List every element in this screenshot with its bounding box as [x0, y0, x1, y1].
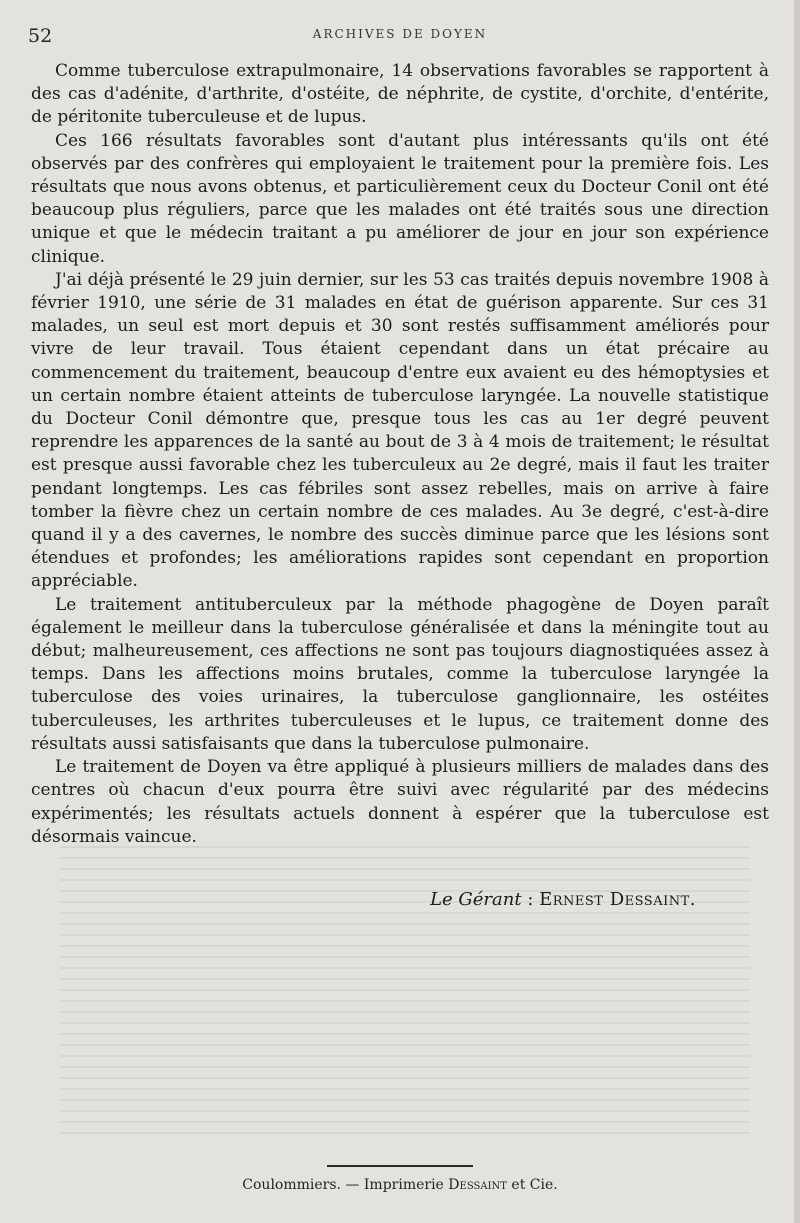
paragraph-results: Ces 166 résultats favorables sont d'autant plus intéressants qu'ils ont été observés par des confrères qui employaient le traitement pour la première fois. Les résultats que nous avons obtenus, et particulièrement ceux du Docteur Conil ont été beaucoup plus réguliers, parce que les malades ont été traités sous une direction unique et que le médecin traitant a pu améliorer de jour en jour son expérience clinique. — [31, 130, 769, 267]
footer-rule — [327, 1165, 473, 1167]
printer-imprint — [0, 1175, 800, 1195]
signature-separator: : — [521, 889, 540, 910]
page-edge-shadow — [794, 0, 800, 1223]
imprint-name: Dessaint — [448, 1177, 507, 1193]
page-number: 52 — [28, 25, 53, 47]
paragraph-conclusion: Le traitement de Doyen va être appliqué à plusieurs milliers de malades dans des centres où chacun d'eux pourra être suivi avec régularité par des médecins expérimentés; les résultats actuels donnent à espérer que la tuberculose est désormais vaincue. — [31, 757, 769, 847]
signature-label: Le Gérant — [430, 889, 522, 910]
signature-name: Ernest Dessaint. — [539, 889, 696, 910]
paragraph-statistics: J'ai déjà présenté le 29 juin dernier, sur les 53 cas traités depuis novembre 1908 à février 1910, une série de 31 malades en état de guérison apparente. Sur ces 31 malades, un seul est mort depuis et 30 sont restés suffisamment améliorés pour vivre de leur travail. Tous étaient cependant dans un état précaire au commencement du traitement, beaucoup d'entre eux avaient eu des hémoptysies et un certain nombre étaient atteints de tuberculose laryngée. La nouvelle statistique du Docteur Conil démontre que, presque tous les cas au 1er degré peuvent reprendre les apparences de la santé au bout de 3 à 4 mois de traitement; le résultat est presque aussi favorable chez les tuberculeux au 2e degré, mais il faut les traiter pendant longtemps. Les cas fébriles sont assez rebelles, mais on arrive à faire tomber la fièvre chez un certain nombre de ces malades. Au 3e degré, c'est-à-dire quand il y a des cavernes, le nombre des succès diminue parce que les lésions sont étendues et profondes; les améliorations rapides sont cependant en proportion appréciable. — [31, 269, 769, 592]
body-text — [31, 60, 769, 849]
running-title: ARCHIVES DE DOYEN — [312, 27, 488, 41]
imprint-suffix: et Cie. — [506, 1177, 558, 1193]
page-header — [28, 24, 772, 48]
show-through-text — [60, 846, 750, 1136]
paragraph-extrapulmonary: Comme tuberculose extrapulmonaire, 14 observations favorables se rapportent à des cas d'adénite, d'arthrite, d'ostéite, de néphrite, de cystite, d'orchite, d'entérite, de péritonite tuberculeuse et de lupus. — [31, 61, 769, 128]
imprint-prefix: Coulommiers. — Imprimerie — [242, 1177, 449, 1193]
paragraph-treatment: Le traitement antituberculeux par la méthode phagogène de Doyen paraît également le meilleur dans la tuberculose généralisée et dans la méningite tout au début; malheureusement, ces affections ne sont pas toujours diagnostiquées assez à temps. Dans les affections moins brutales, comme la tuberculose laryngée la tuberculose des voies urinaires, la tuberculose ganglionnaire, les ostéites tuberculeuses, les arthrites tuberculeuses et le lupus, ce traitement donne des résultats aussi satisfaisants que dans la tuberculose pulmonaire. — [31, 594, 769, 754]
